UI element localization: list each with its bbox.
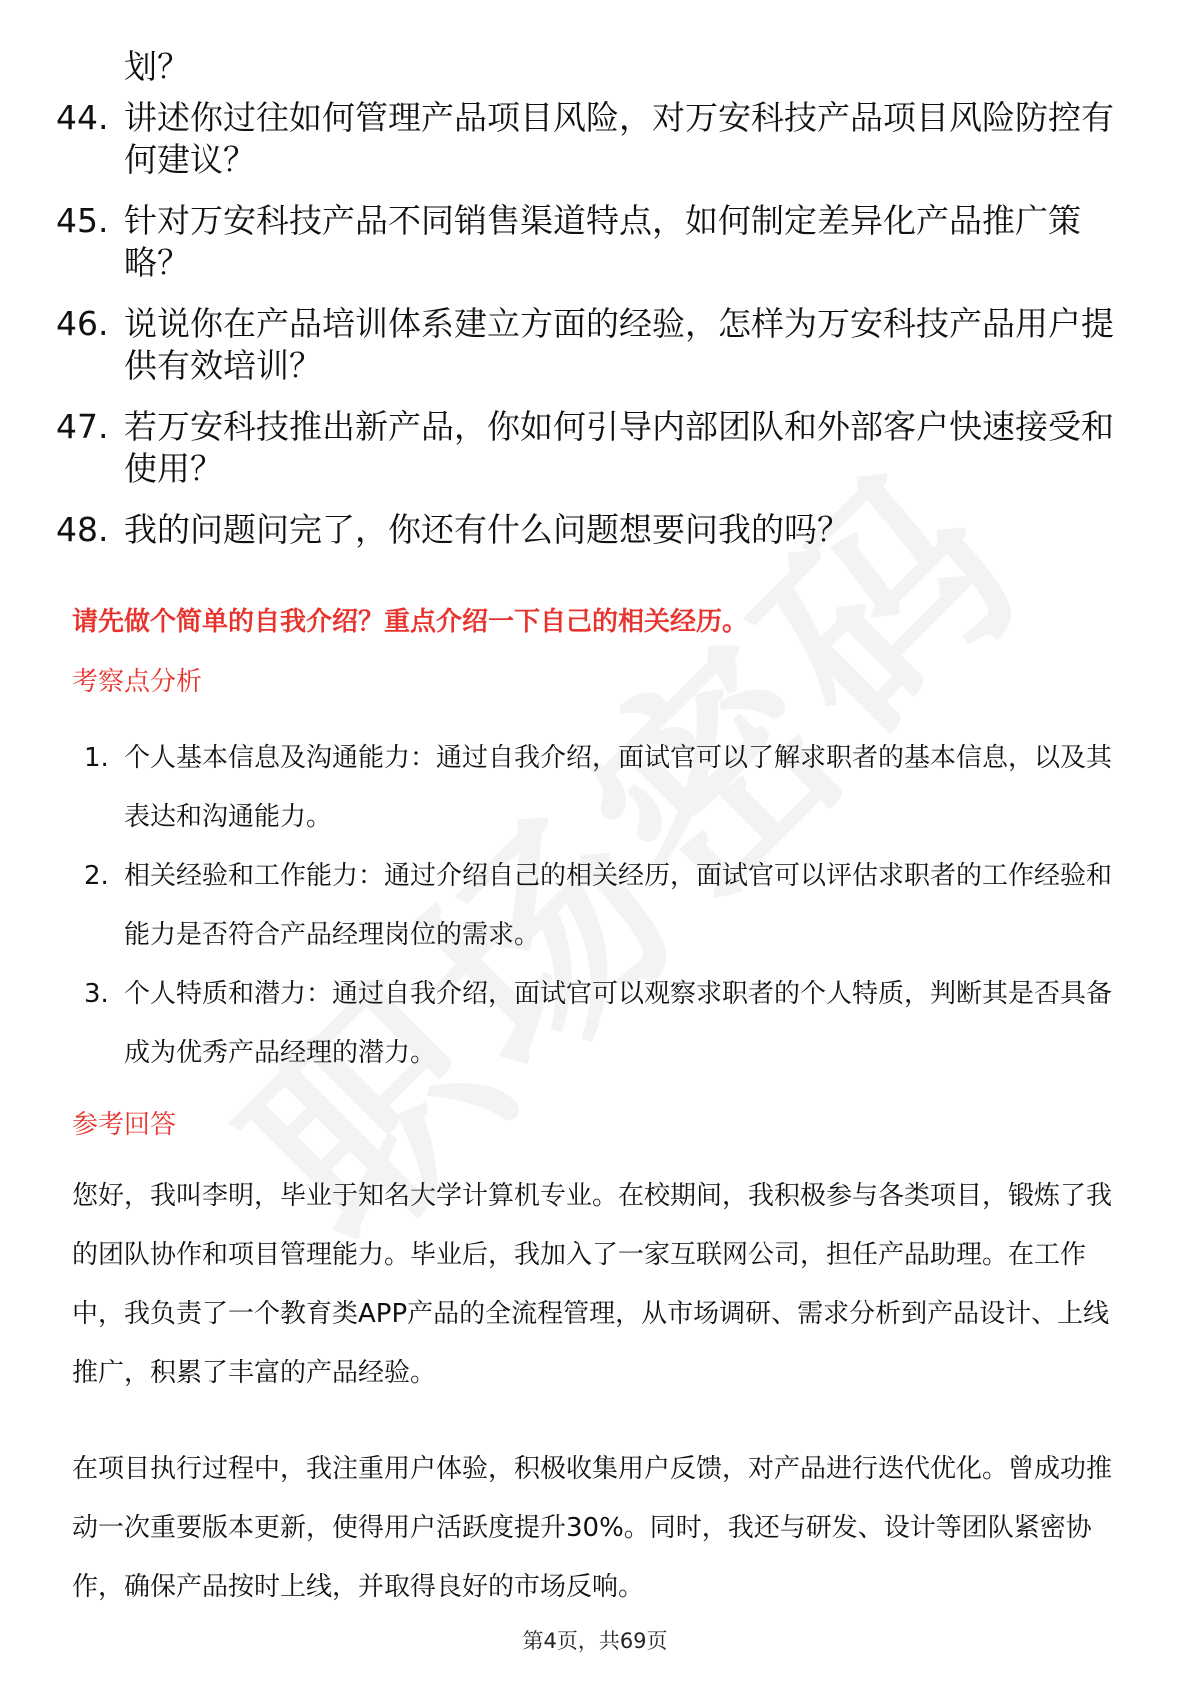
question-item (56, 406, 1136, 490)
analysis-text: 个人基本信息及沟通能力：通过自我介绍，面试官可以了解求职者的基本信息，以及其表达和沟通能力。 (124, 743, 1113, 832)
question-number: 46. (56, 304, 109, 343)
question-number: 44. (56, 98, 109, 137)
answer-heading: 参考回答 (72, 1110, 177, 1140)
analysis-number: 3. (84, 979, 109, 1009)
question-item (56, 200, 1136, 284)
analysis-list (84, 729, 1124, 1083)
question-number: 48. (56, 510, 109, 549)
analysis-text: 相关经验和工作能力：通过介绍自己的相关经历，面试官可以评估求职者的工作经验和能力是否符合产品经理岗位的需求。 (124, 861, 1113, 950)
answer-paragraph: 您好，我叫李明，毕业于知名大学计算机专业。在校期间，我积极参与各类项目，锻炼了我的团队协作和项目管理能力。毕业后，我加入了一家互联网公司，担任产品助理。在工作中，我负责了一个教育类APP产品的全流程管理，从市场调研、需求分析到产品设计、上线推广，积累了丰富的产品经验。 (72, 1181, 1113, 1388)
question-text: 若万安科技推出新产品，你如何引导内部团队和外部客户快速接受和使用？ (124, 407, 1114, 488)
page-footer: 第4页，共69页 (522, 1629, 668, 1653)
question-text: 讲述你过往如何管理产品项目风险，对万安科技产品项目风险防控有何建议？ (124, 98, 1114, 179)
question-number: 47. (56, 407, 109, 446)
question-continuation (56, 46, 1136, 88)
question-heading: 请先做个简单的自我介绍？重点介绍一下自己的相关经历。 (72, 607, 749, 637)
question-list (56, 46, 1136, 551)
question-item (56, 97, 1136, 181)
analysis-item (84, 729, 1124, 847)
analysis-number: 2. (84, 861, 109, 891)
analysis-heading: 考察点分析 (72, 667, 203, 697)
question-text: 划？ (124, 47, 190, 86)
analysis-number: 1. (84, 743, 109, 773)
analysis-item (84, 965, 1124, 1083)
question-text: 说说你在产品培训体系建立方面的经验，怎样为万安科技产品用户提供有效培训？ (124, 304, 1114, 385)
question-item (56, 509, 1136, 551)
analysis-item (84, 847, 1124, 965)
question-number: 45. (56, 201, 109, 240)
analysis-text: 个人特质和潜力：通过自我介绍，面试官可以观察求职者的个人特质，判断其是否具备成为优秀产品经理的潜力。 (124, 979, 1113, 1068)
question-text: 我的问题问完了，你还有什么问题想要问我的吗？ (124, 510, 850, 549)
question-text: 针对万安科技产品不同销售渠道特点，如何制定差异化产品推广策略？ (124, 201, 1081, 282)
question-item (56, 303, 1136, 387)
answer-paragraph: 在项目执行过程中，我注重用户体验，积极收集用户反馈，对产品进行迭代优化。曾成功推动一次重要版本更新，使得用户活跃度提升30%。同时，我还与研发、设计等团队紧密协作，确保产品按时上线，并取得良好的市场反响。 (72, 1454, 1113, 1602)
